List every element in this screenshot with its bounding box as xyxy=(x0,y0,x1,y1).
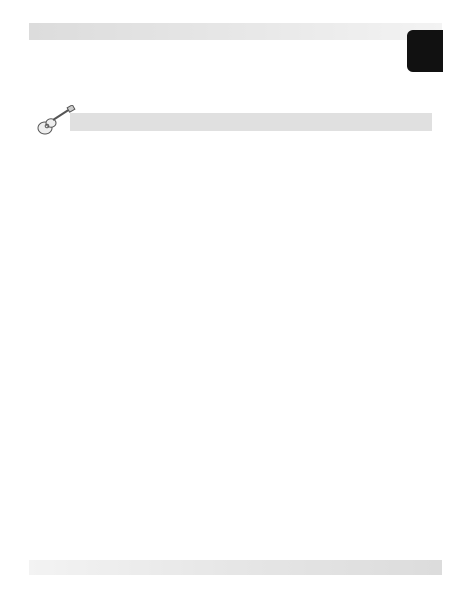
footer-band xyxy=(29,560,442,575)
